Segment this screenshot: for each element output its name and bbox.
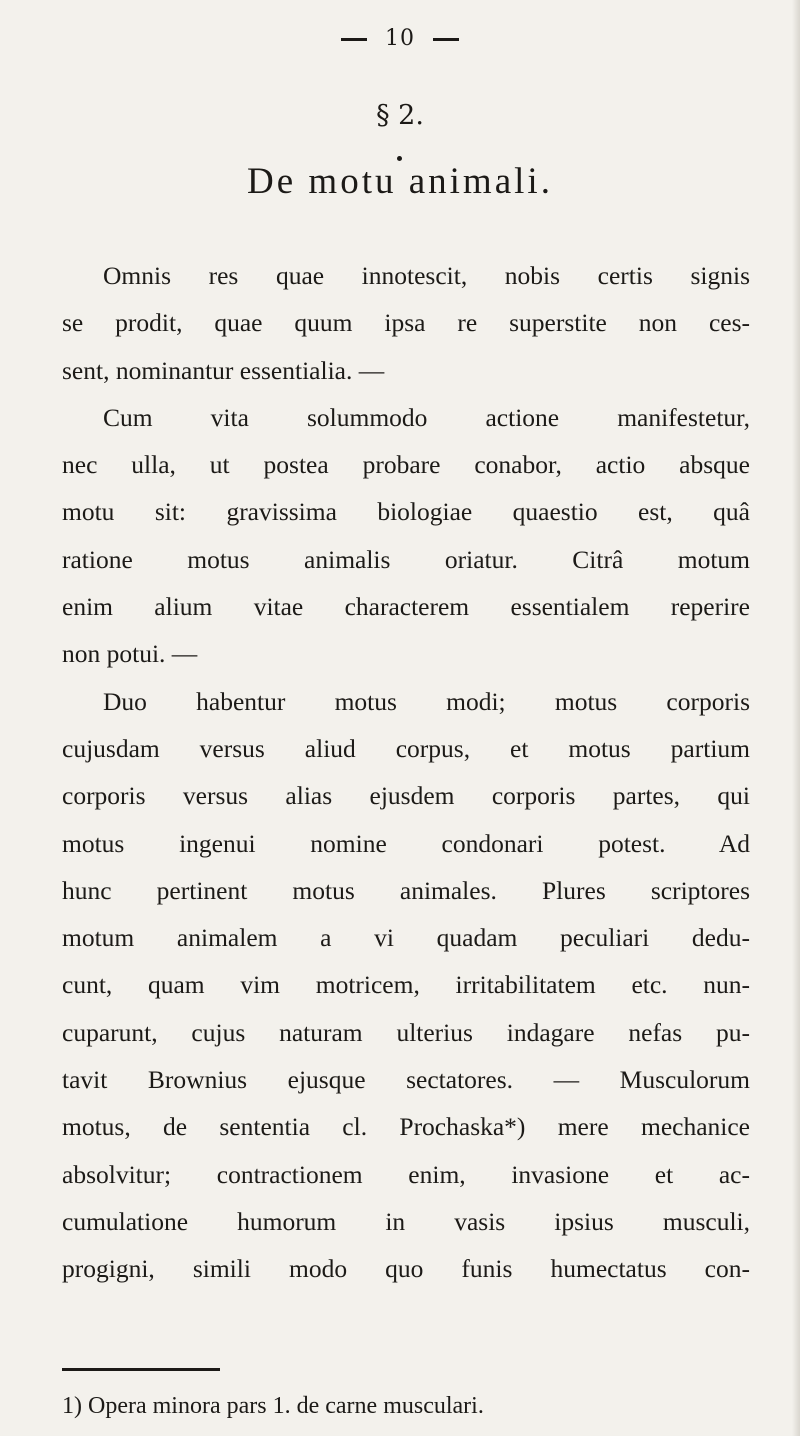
text-line: hunc pertinent motus animales. Plures scriptores (62, 875, 750, 905)
text-line: se prodit, quae quum ipsa re superstite non ces- (62, 308, 750, 338)
footnote: 1) Opera minora pars 1. de carne musculari. (62, 1393, 484, 1419)
text-line: cuparunt, cujus naturam ulterius indagare nefas pu- (62, 1017, 750, 1047)
text-line: Cum vita solummodo actione manifestetur, (103, 402, 750, 432)
text-line: non potui. — (62, 639, 198, 669)
footnote-rule (62, 1368, 220, 1371)
text-line: absolvitur; contractionem enim, invasione et ac- (62, 1159, 750, 1189)
text-line: cumulatione humorum in vasis ipsius musculi, (62, 1206, 750, 1236)
text-line: tavit Brownius ejusque sectatores. — Musculorum (62, 1065, 750, 1095)
text-line: motus, de sententia cl. Prochaska*) mere mechanice (62, 1112, 750, 1142)
page-edge (792, 0, 800, 1436)
text-line: progigni, simili modo quo funis humectatus con- (62, 1254, 750, 1284)
section-number: § 2. (376, 100, 424, 131)
text-line: Duo habentur motus modi; motus corporis (103, 686, 750, 716)
text-line: motu sit: gravissima biologiae quaestio est, quâ (62, 497, 750, 527)
text-line: ratione motus animalis oriatur. Citrâ motum (62, 544, 750, 574)
body-text (62, 252, 750, 1293)
header-dash-right (433, 38, 459, 41)
text-line: nec ulla, ut postea probare conabor, actio absque (62, 450, 750, 480)
page-number: 10 (385, 26, 415, 51)
text-line: Omnis res quae innotescit, nobis certis signis (103, 261, 750, 290)
text-line: cujusdam versus aliud corpus, et motus partium (62, 733, 750, 763)
section-title: De motu animali. (247, 161, 553, 202)
text-line: sent, nominantur essentialia. — (62, 355, 385, 385)
text-line: corporis versus alias ejusdem corporis partes, qui (62, 781, 750, 811)
text-line: enim alium vitae characterem essentialem reperire (62, 592, 750, 622)
header-dash-left (341, 38, 367, 41)
page-header (0, 26, 800, 51)
text-line: cunt, quam vim motricem, irritabilitatem etc. nun- (62, 970, 750, 1000)
text-line: motus ingenui nomine condonari potest. Ad (62, 828, 750, 858)
text-line: motum animalem a vi quadam peculiari dedu- (62, 923, 750, 953)
